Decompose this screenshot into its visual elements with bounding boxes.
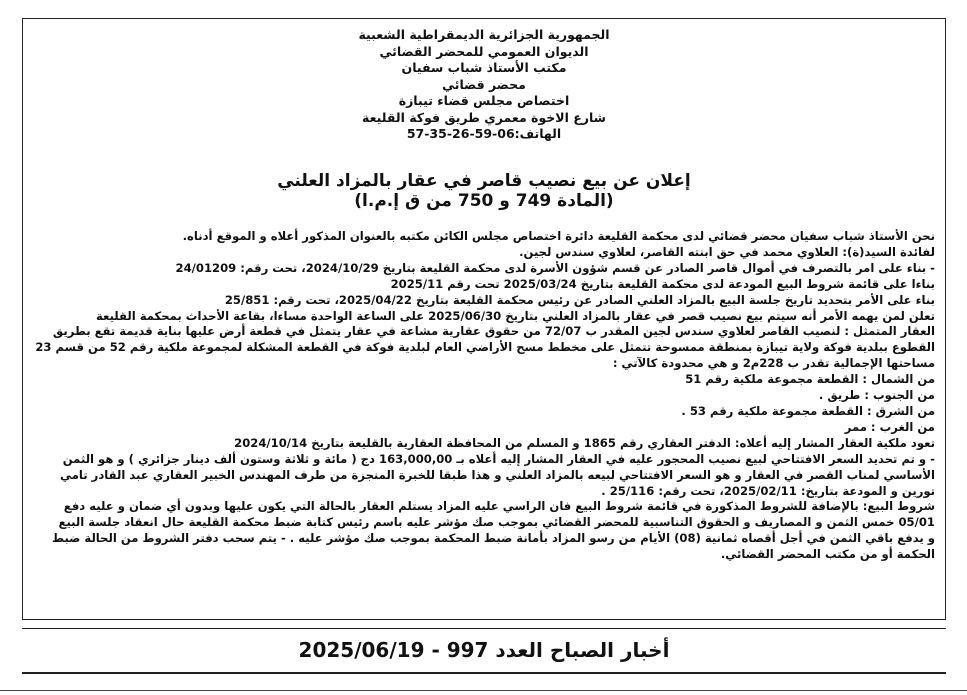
body-line-order: - بناء على امر بالتصرف في أموال قاصر الصادر عن قسم شؤون الأسرة لدى محكمة القليعة بتاريخ 2024/10/29، تحت رقم: 24/01209 [175,260,935,275]
body-line-intro: نحن الأستاذ شباب سفيان محضر قضائي لدى محكمة القليعة دائرة اختصاص مجلس الكائن مكتبه بالعنوان المذكور أعلاه و الموقع أدناه. [182,229,935,243]
body-line-terms-1: شروط البيع: بالإضافة للشروط المذكورة في قائمة شروط البيع فان الراسي عليه المزاد يستلم العقار بالحالة التي يكون عليها وبدون أي ضمان و عليه دفع [63,499,935,514]
letterhead-line-jurisdiction: اختصاص مجلس قضاء تيبازة [398,93,570,108]
body-line-session-order: بناء على الأمر بتحديد تاريخ جلسة البيع بالمزاد العلني الصادر عن رئيس محكمة القليعة بتاريخ 2025/04/22، تحت رقم: 25/851 [224,292,935,307]
letterhead-line-office: الديوان العمومي للمحضر القضائي [379,43,589,59]
body-line-price-3: تورين و المودعة بتاريخ: 2025/02/11، تحت رقم: 25/116 . [601,483,935,498]
title-line-1: إعلان عن بيع نصيب قاصر في عقار بالمزاد العلني [277,171,691,191]
announcement-body [37,229,935,563]
body-line-north: من الشمال : القطعة مجموعة ملكية رقم 51 [685,372,935,387]
body-line-conditions-list: بناءا على قائمة شروط البيع المودعة لدى محكمة القليعة بتاريخ 2025/03/24 تحت رقم 2025/11 [390,276,935,291]
letterhead-line-bailiff-name: مكتب الأستاذ شباب سفيان [401,60,567,75]
page-bottom-edge [0,690,967,691]
body-line-terms-3: و يدفع باقي الثمن في أجل أقصاه ثمانية (08) الأيام من رسو المزاد بأمانة ضبط المحكمة بموجب صك مؤشر عليه . - يتم سحب دفتر الشروط من الحالة ضبط [52,531,935,546]
announcement-title [23,171,945,211]
newspaper-footer: أخبار الصباح العدد 997 - 2025/06/19 [298,638,670,662]
letterhead [23,27,945,143]
letterhead-line-phone: الهاتف:06-59-26-35-57 [406,126,562,141]
body-line-east: من الشرق : القطعة مجموعة ملكية رقم 53 . [681,403,935,418]
footer-divider-top [22,628,946,629]
letterhead-line-title: محضر قضائي [442,76,526,92]
footer-divider-bottom [22,672,946,674]
announcement-frame [22,18,946,620]
body-line-sale-date: تعلن لمن يهمه الأمر أنه سيتم بيع نصيب قصر في عقار بالمزاد العلني بتاريخ 2025/06/30 على الساعة الواحدة مساءا، بقاعة الأحداث بمحكمة القليعة [96,308,935,323]
body-line-price-2: الأساسي لمناب القصر في العقار و هو السعر الافتتاحي لبيعه بالمزاد العلني و هذا طبقا للخبرة المنجزة من طرف المهندس الخبير العقاري عبد القادر تامي [60,467,935,482]
letterhead-line-republic: الجمهورية الجزائرية الديمقراطية الشعبية [358,27,610,42]
body-line-terms-2: 05/01 خمس الثمن و المصاريف و الحقوق التناسبية للمحضر القضائي بموجب صك مؤشر عليه باسم رئيس كتابة ضبط محكمة القليعة حال انعقاد جلسة البيع [58,515,935,530]
body-line-south: من الجنوب : طريق . [818,388,935,403]
body-line-ownership: تعود ملكية العقار المشار إليه أعلاه: الدفتر العقاري رقم 1865 و المسلم من المحافظة العقارية بالقليعة بتاريخ 2024/10/14 [234,435,935,450]
body-line-property-1: العقار المتمثل : لنصيب القاصر لعلاوي سندس لجين المقدر ب 72/07 من حقوق عقارية مشاعة في عقار يتمثل في قطعة أرض عليها بناية قديمة تقع بطريق [52,324,935,339]
title-line-2: (المادة 749 و 750 من ق إ.م.ا) [354,191,614,211]
body-line-property-2: القطوع ببلدية فوكة ولاية تيبازة بمنطقة ممسوحة تتمثل على مخطط مسح الأراضي العام لبلدية فوكة في القطعة المشكلة لمجموعة ملكية رقم 52 من قسم 23 [35,340,935,355]
body-line-west: من الغرب : ممر [844,419,935,434]
body-line-area: مساحتها الإجمالية تقدر ب 228م2 و هي محدودة كالآتي : [612,356,935,371]
letterhead-line-address: شارع الاخوة معمري طريق فوكة القليعة [362,109,606,125]
body-line-terms-4: الحكمة أو من مكتب المحضر القضائي. [720,547,935,562]
body-line-beneficiary: لفائدة السيد(ة): العلاوي محمد في حق ابنته القاصر، لعلاوي سندس لجين. [519,244,935,259]
body-line-price-1: - و تم تحديد السعر الافتتاحي لبيع نصيب المحجور عليه في العقار المشار إليه أعلاه بـ 163,000,00 دج ( مائة و ثلاثة وستون ألف دينار جزائري ) و هو الثمن [62,451,935,466]
